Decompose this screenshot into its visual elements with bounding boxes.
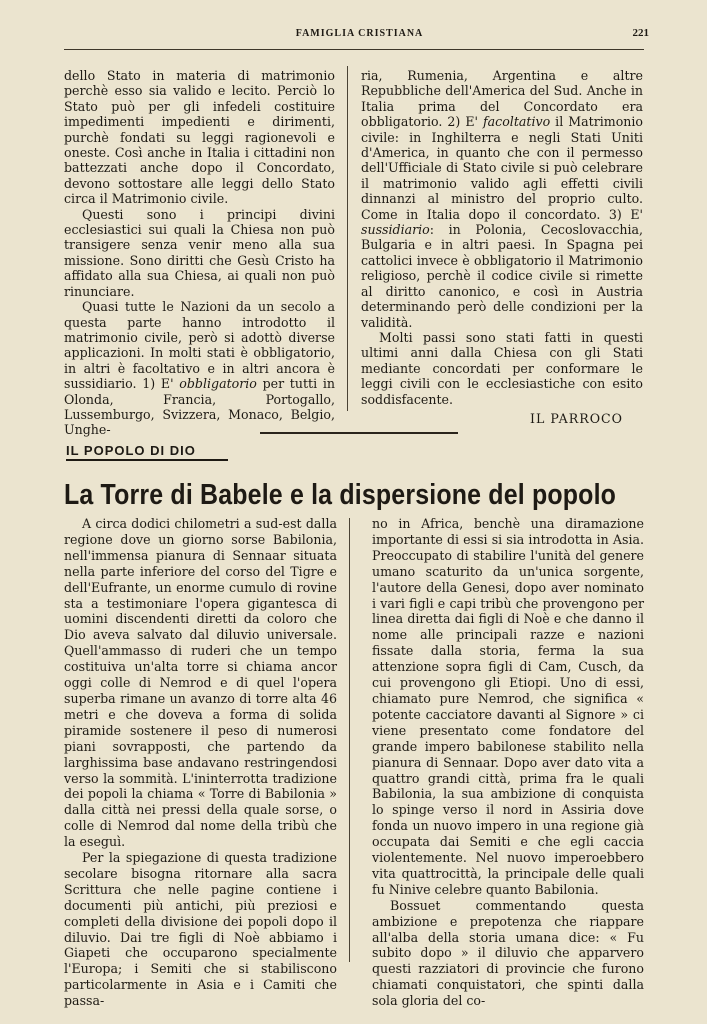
page-header [70, 28, 649, 42]
paragraph: ria, Rumenia, Argentina e altre Repubbliche dell'America del Sud. Anche in Italia prima del Concordato era obbligatorio. 2) E' facoltativo il Matrimonio civile: in Inghilterra e negli Stati Uniti d'America, in quanto che con il permesso dell'Ufficiale di Stato civile si può celebrare il matrimonio valido agli effetti civili dinnanzi al ministro del proprio culto. Come in Italia dopo il concordato. 3) E' sussidiario: in Polonia, Cecoslovacchia, Bulgaria e in altri paesi. In Spagna pei cattolici invece è obbligatorio il Matrimonio religioso, perchè il codice civile si rimette al diritto canonico, e così in Austria determinando però delle condizioni per la validità. [361, 68, 643, 330]
section-label: IL POPOLO DI DIO [66, 443, 228, 461]
paragraph: dello Stato in materia di matrimonio perchè esso sia valido e lecito. Perciò lo Stato può per gli infedeli costituire impedimenti impedienti e dirimenti, purchè fondati su leggi ragionevoli e oneste. Così anche in Italia i cittadini non battezzati anche dopo il Concordato, devono sottostare alle leggi dello Stato circa il Matrimonio civile. [64, 68, 335, 207]
article-separator [260, 432, 458, 434]
header-divider [64, 49, 644, 50]
signature: IL PARROCO [529, 410, 623, 426]
paragraph: Bossuet commentando questa ambizione e prepotenza che riappare all'alba della storia umana dice: « Fu subito dopo » il diluvio che apparvero questi razziatori di provincie che furono chiamati conquistatori, che spinti dalla sola gloria del co- [372, 897, 644, 1009]
magazine-title: FAMIGLIA CRISTIANA [295, 28, 424, 39]
paragraph: no in Africa, benchè una diramazione importante di essi si sia introdotta in Asia. Preoccupato di stabilire l'unità del genere umano scaturito da un'unica sorgente, l'autore della Genesi, dopo aver nominato i vari figli e capi tribù che provengono per linea diretta dai figli di Noè e che danno il nome alle principali razze e nazioni fissate dalla storia, ferma la sua attenzione sopra figli di Cam, Cusch, da cui provengono gli Etiopi. Uno di essi, chiamato pure Nemrod, che significa « potente cacciatore davanti al Signore » ci viene presentato come fondatore del grande impero babilonese stabilito nella pianura di Sennaar. Dopo aver dato vita a quattro grandi città, prima fra le quali Babilonia, la sua ambizione di conquista lo spinge verso il nord in Assiria dove fonda un nuovo impero in una regione già occupata dai Semiti e che egli caccia violentemente. Nel nuovo imperoebbero vita quattrocittà, la principale delle quali fu Ninive celebre quanto Babilonia. [372, 516, 644, 897]
bottom-article-left-column [64, 516, 337, 1009]
page-number: 221 [632, 27, 649, 39]
paragraph: A circa dodici chilometri a sud-est dalla regione dove un giorno sorse Babilonia, nell'immensa pianura di Sennaar situata nella parte inferiore del corso del Tigre e dell'Eufrante, un enorme cumulo di rovine sta a testimoniare l'opera gigantesca di uomini discendenti diretti da coloro che Dio aveva salvato dal diluvio universale. Quell'ammasso di ruderi che un tempo costituiva un'alta torre si chiama ancor oggi colle di Nemrod e di quel l'opera superba rimane un avanzo di torre alta 46 metri e che doveva a forma di solida piramide sostenere il peso di numerosi piani sovrapposti, che partendo da larghissima base andavano restringendosi verso la sommità. L'ininterrotta tradizione dei popoli la chiama « Torre di Babilonia » dalla città nei pressi della quale sorse, o colle di Nemrod dal nome della tribù che la eseguì. [64, 516, 337, 850]
article-title: La Torre di Babele e la dispersione del popolo [64, 479, 617, 511]
paragraph: Per la spiegazione di questa tradizione secolare bisogna ritornare alla sacra Scrittura che nelle pagine contiene i documenti più antichi, più preziosi e completi della divisione dei popoli dopo il diluvio. Dai tre figli di Noè abbiamo i Giapeti che occuparono specialmente l'Europa; i Semiti che si stabiliscono particolarmente in Asia e i Camiti che passa- [64, 850, 337, 1009]
top-article-right-column [361, 68, 643, 426]
top-article-left-column [64, 68, 335, 438]
bottom-article-right-column [372, 516, 644, 1009]
paragraph: Molti passi sono stati fatti in questi ultimi anni dalla Chiesa con gli Stati mediante concordati per conformare le leggi civili con le ecclesiastiche con esito soddisfacente. [361, 329, 643, 407]
paragraph: Questi sono i principi divini ecclesiastici sui quali la Chiesa non può transigere senza venir meno alla sua missione. Sono diritti che Gesù Cristo ha affidato alla sua Chiesa, ai quali non può rinunciare. [64, 206, 335, 299]
column-divider [347, 66, 348, 411]
paragraph: Quasi tutte le Nazioni da un secolo a questa parte hanno introdotto il matrimonio civile, però si adottò diverse applicazioni. In molti stati è obbligatorio, in altri è facoltativo e in altri ancora è sussidiario. 1) E' obbligatorio per tutti in Olonda, Francia, Portogallo, Lussemburgo, Svizzera, Monaco, Belgio, Unghe- [64, 299, 335, 438]
column-divider [349, 518, 350, 962]
